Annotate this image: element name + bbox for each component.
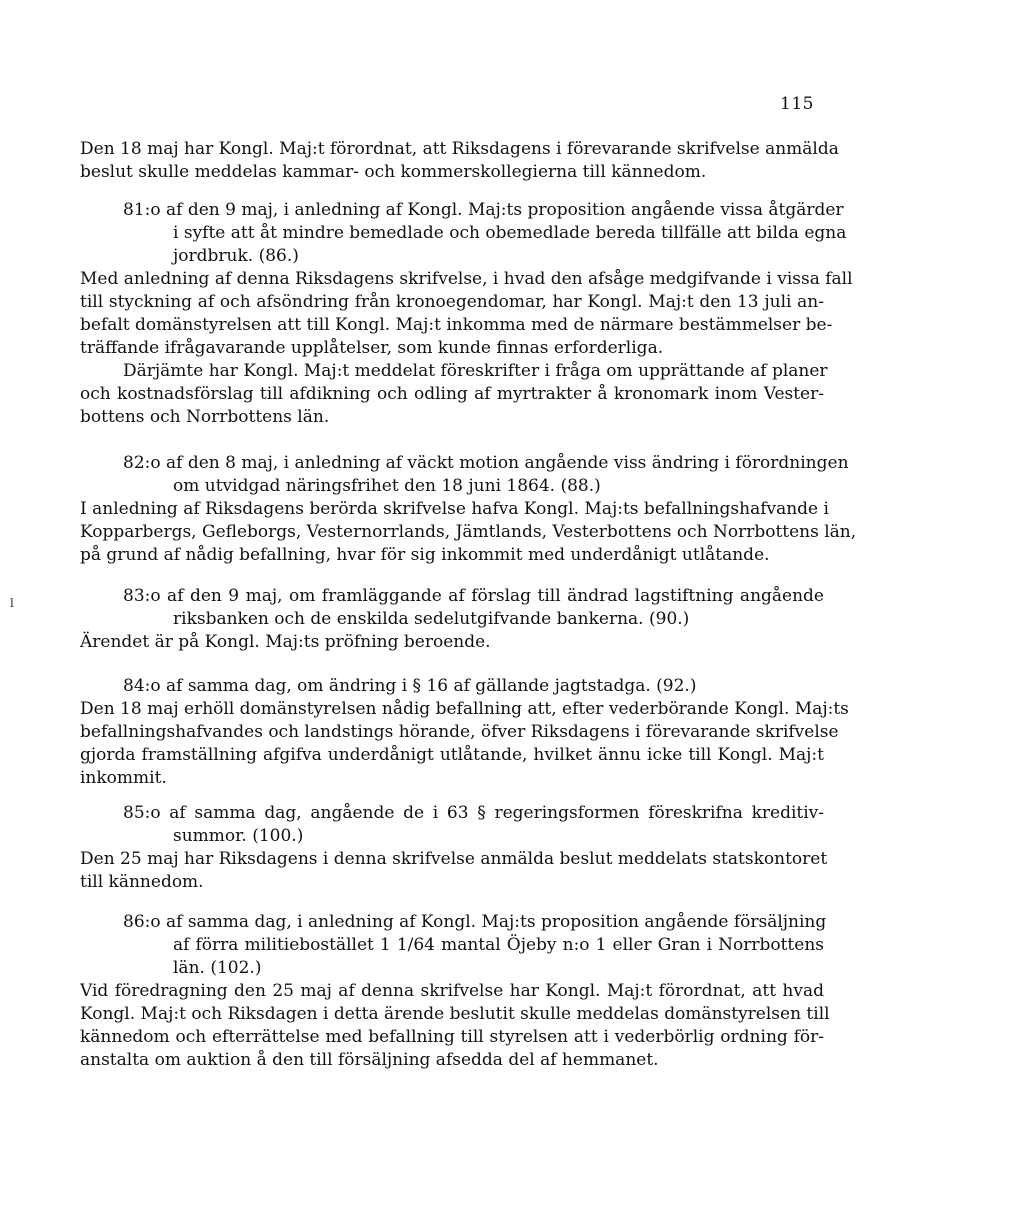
- item-heading-line: län. (102.): [173, 958, 262, 978]
- item-84: [80, 675, 849, 790]
- text-line: gjorda framställning afgifva underdånigt utlåtande, hvilket ännu icke till Kongl. Maj:t: [80, 745, 824, 765]
- text-line: Med anledning af denna Riksdagens skrifvelse, i hvad den afsåge medgifvande i vissa fall: [80, 269, 853, 289]
- item-heading-line: jordbruk. (86.): [173, 246, 299, 266]
- text-line: Kopparbergs, Gefleborgs, Vesternorrlands, Jämtlands, Vesterbottens och Norrbottens län,: [80, 522, 857, 542]
- text-line: till styckning af och afsöndring från kronoegendomar, har Kongl. Maj:t den 13 juli an-: [80, 292, 824, 312]
- text-line: beslut skulle meddelas kammar- och kommerskollegierna till kännedom.: [80, 162, 707, 182]
- margin-mark: l: [10, 596, 14, 610]
- item-heading-line: summor. (100.): [173, 826, 304, 846]
- page-number: 115: [780, 94, 814, 114]
- text-line: Ärendet är på Kongl. Maj:ts pröfning beroende.: [80, 632, 491, 652]
- text-line: inkommit.: [80, 768, 167, 788]
- item-heading-line: 84:o af samma dag, om ändring i § 16 af gällande jagtstadga. (92.): [123, 676, 697, 696]
- text-line: till kännedom.: [80, 872, 204, 892]
- item-heading-line: 85:o af samma dag, angående de i 63 § regeringsformen föreskrifna kreditiv-: [123, 803, 824, 823]
- item-heading-line: 81:o af den 9 maj, i anledning af Kongl. Maj:ts proposition angående vissa åtgärder: [123, 200, 844, 220]
- text-line: Därjämte har Kongl. Maj:t meddelat föreskrifter i fråga om upprättande af planer: [123, 361, 828, 381]
- text-line: Kongl. Maj:t och Riksdagen i detta ärende beslutit skulle meddelas domänstyrelsen till: [80, 1004, 830, 1024]
- text-line: I anledning af Riksdagens berörda skrifvelse hafva Kongl. Maj:ts befallningshafvande i: [80, 499, 829, 519]
- text-line: anstalta om auktion å den till försäljning afsedda del af hemmanet.: [80, 1050, 659, 1070]
- item-heading-line: 86:o af samma dag, i anledning af Kongl. Maj:ts proposition angående försäljning: [123, 912, 827, 932]
- text-line: och kostnadsförslag till afdikning och odling af myrtrakter å kronomark inom Vester-: [80, 384, 824, 404]
- item-86: [80, 911, 830, 1072]
- text-line: Den 18 maj erhöll domänstyrelsen nådig befallning att, efter vederbörande Kongl. Maj:ts: [80, 699, 849, 719]
- paragraph-block-1: [80, 138, 839, 184]
- text-line: bottens och Norrbottens län.: [80, 407, 330, 427]
- item-83: [80, 585, 824, 654]
- text-line: kännedom och efterrättelse med befallning till styrelsen att i vederbörlig ordning för-: [80, 1027, 824, 1047]
- text-line: befalt domänstyrelsen att till Kongl. Maj:t inkomma med de närmare bestämmelser be-: [80, 315, 833, 335]
- item-heading-line: om utvidgad näringsfrihet den 18 juni 1864. (88.): [173, 476, 601, 496]
- item-81: [80, 199, 853, 429]
- item-heading-line: 83:o af den 9 maj, om framläggande af förslag till ändrad lagstiftning angående: [123, 586, 824, 606]
- text-line: befallningshafvandes och landstings hörande, öfver Riksdagens i förevarande skrifvelse: [80, 722, 839, 742]
- item-85: [80, 802, 828, 894]
- item-heading-line: riksbanken och de enskilda sedelutgifvande bankerna. (90.): [173, 609, 690, 629]
- item-heading-line: af förra militiebostället 1 1/64 mantal Öjeby n:o 1 eller Gran i Norrbottens: [173, 935, 824, 955]
- text-line: träffande ifrågavarande upplåtelser, som kunde finnas erforderliga.: [80, 338, 664, 358]
- item-heading-line: i syfte att åt mindre bemedlade och obemedlade bereda tillfälle att bilda egna: [173, 223, 847, 243]
- text-line: på grund af nådig befallning, hvar för sig inkommit med underdånigt utlåtande.: [80, 545, 770, 565]
- text-line: Den 18 maj har Kongl. Maj:t förordnat, att Riksdagens i förevarande skrifvelse anmälda: [80, 139, 839, 159]
- text-line: Vid föredragning den 25 maj af denna skrifvelse har Kongl. Maj:t förordnat, att hvad: [80, 981, 824, 1001]
- item-heading-line: 82:o af den 8 maj, i anledning af väckt motion angående viss ändring i förordningen: [123, 453, 849, 473]
- text-line: Den 25 maj har Riksdagens i denna skrifvelse anmälda beslut meddelats statskontoret: [80, 849, 828, 869]
- item-82: [80, 452, 857, 567]
